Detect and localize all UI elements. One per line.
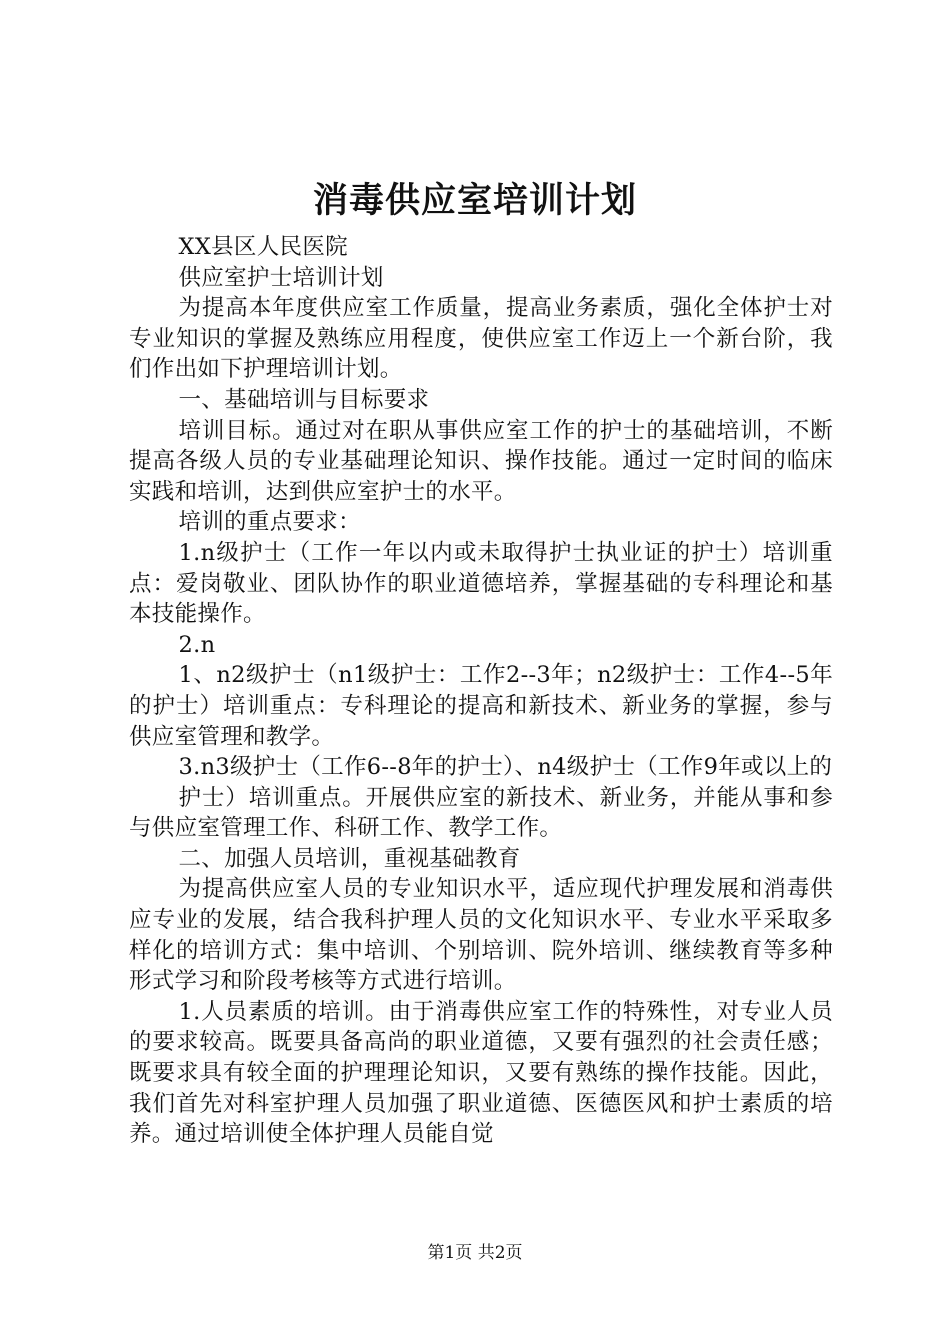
document-body	[129, 232, 833, 1150]
page-footer: 第1页 共2页	[427, 1243, 523, 1263]
section-heading-2: 二、加强人员培训，重视基础教育	[178, 845, 521, 872]
key-requirements-heading: 培训的重点要求：	[178, 509, 361, 536]
document-title: 消毒供应室培训计划	[312, 180, 637, 221]
level-n3-n4-paragraph: 3.n3级护士（工作6--8年的护士）、n4级护士（工作9年或以上的	[178, 754, 833, 781]
level-n-paragraph: 1.n级护士（工作一年以内或未取得护士执业证的护士）培训重点：爱岗敬业、团队协作的职业道德培养，掌握基础的专科理论和基本技能操作。	[129, 539, 833, 628]
intro-paragraph: 为提高本年度供应室工作质量，提高业务素质，强化全体护士对专业知识的掌握及熟练应用程度，使供应室工作迈上一个新台阶，我们作出如下护理培训计划。	[129, 295, 833, 383]
level-n3-n4-continued: 护士）培训重点。开展供应室的新技术、新业务，并能从事和参与供应室管理工作、科研工作、教学工作。	[129, 784, 833, 842]
plan-subtitle: 供应室护士培训计划	[178, 264, 384, 291]
level-n1-n2-paragraph: 1、n2级护士（n1级护士：工作2--3年；n2级护士：工作4--5年的护士）培训重点：专科理论的提高和新技术、新业务的掌握，参与供应室管理和教学。	[129, 662, 833, 750]
section-heading-1: 一、基础培训与目标要求	[178, 386, 430, 413]
training-methods-paragraph: 为提高供应室人员的专业知识水平，适应现代护理发展和消毒供应专业的发展，结合我科护理人员的文化知识水平、专业水平采取多样化的培训方式：集中培训、个别培训、院外培训、继续教育等多种形式学习和阶段考核等方式进行培训。	[129, 876, 833, 995]
item-2-fragment: 2.n	[178, 631, 216, 658]
personnel-quality-paragraph: 1.人员素质的培训。由于消毒供应室工作的特殊性，对专业人员的要求较高。既要具备高尚的职业道德，又要有强烈的社会责任感；既要求具有较全面的护理理论知识，又要有熟练的操作技能。因此，我们首先对科室护理人员加强了职业道德、医德医风和护士素质的培养。通过培训使全体护理人员能自觉	[129, 998, 833, 1148]
hospital-name: XX县区人民医院	[178, 234, 348, 260]
training-goal-paragraph: 培训目标。通过对在职从事供应室工作的护士的基础培训，不断提高各级人员的专业基础理论知识、操作技能。通过一定时间的临床实践和培训，达到供应室护士的水平。	[129, 417, 833, 505]
